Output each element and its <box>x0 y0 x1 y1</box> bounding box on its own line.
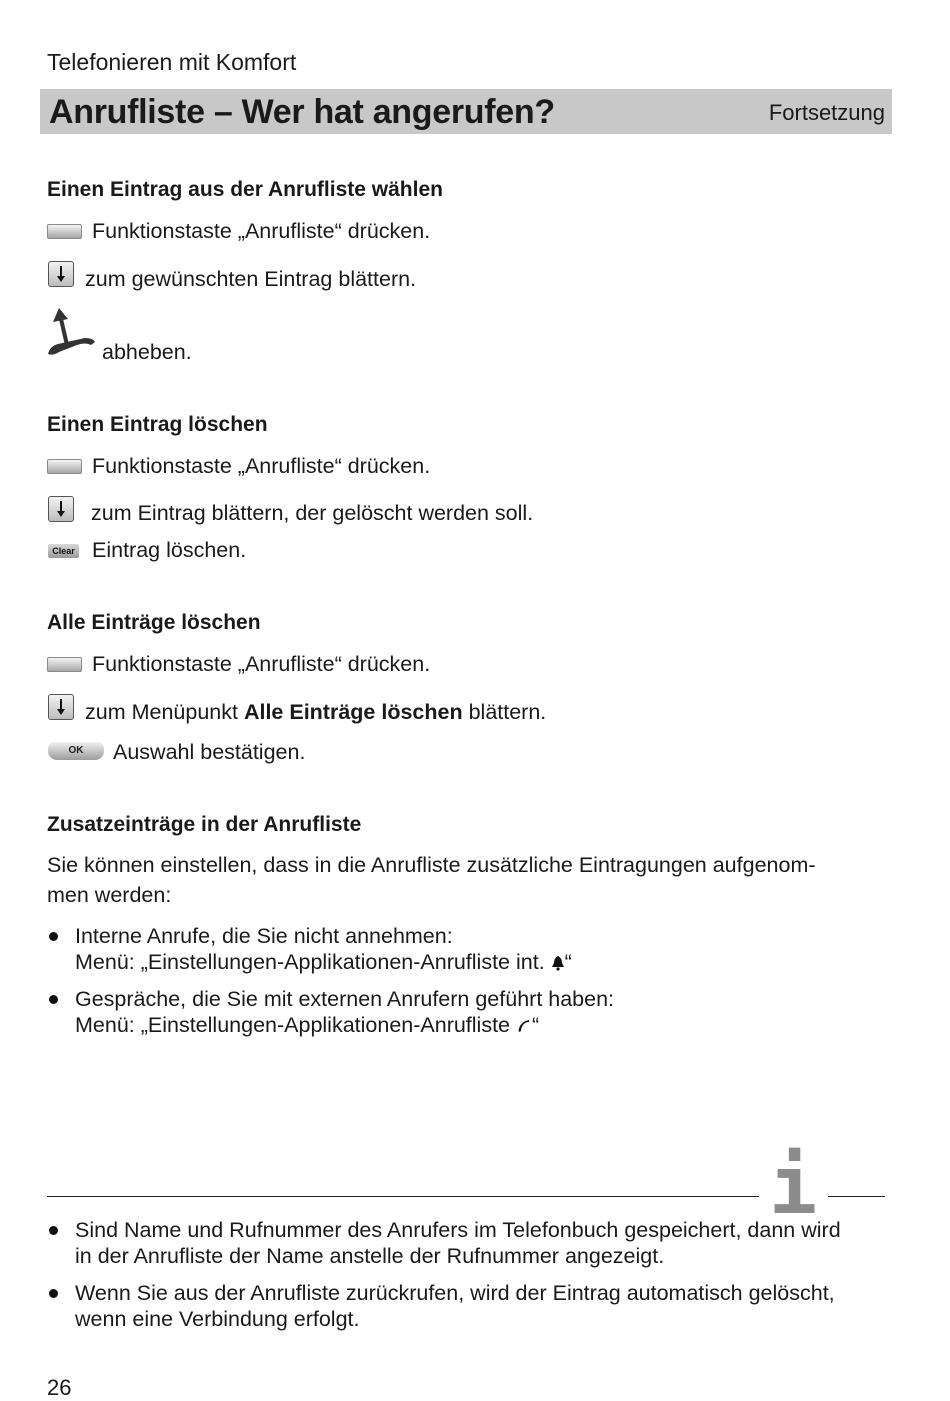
ok-key-icon: OK <box>48 742 104 760</box>
menu-path: Menü: „Einstellungen-Applikationen-Anrufliste int. <box>75 950 545 974</box>
arrow-down-key-icon <box>48 261 74 287</box>
bullet-text <box>75 950 572 975</box>
page-number: 26 <box>47 1375 72 1400</box>
bullet <box>49 1226 58 1235</box>
phone-icon <box>516 1018 532 1034</box>
info-text: in der Anrufliste der Name anstelle der Rufnummer angezeigt. <box>75 1244 665 1268</box>
bullet-text: Gespräche, die Sie mit externen Anrufern geführt haben: <box>75 987 615 1011</box>
intro-line: Sie können einstellen, dass in die Anrufliste zusätzliche Eintragungen aufgenom- <box>47 853 816 877</box>
bullet-text: Interne Anrufe, die Sie nicht annehmen: <box>75 924 453 948</box>
menu-path: Menü: „Einstellungen-Applikationen-Anrufliste <box>75 1013 511 1037</box>
info-text: Wenn Sie aus der Anrufliste zurückrufen, wird der Eintrag automatisch gelöscht, <box>75 1281 835 1305</box>
divider-line <box>828 1196 885 1197</box>
info-icon: i <box>769 1139 818 1232</box>
lift-handset-icon <box>45 305 97 360</box>
info-text: Sind Name und Rufnummer des Anrufers im Telefonbuch gespeichert, dann wird <box>75 1218 841 1242</box>
bullet <box>49 932 58 941</box>
function-key-icon <box>47 459 82 474</box>
intro-line: men werden: <box>47 883 172 907</box>
step-text: Funktionstaste „Anrufliste“ drücken. <box>92 652 431 676</box>
step-text: abheben. <box>102 340 192 364</box>
step-text-post: blättern. <box>462 700 547 724</box>
arrow-down-key-icon <box>48 694 74 720</box>
step-text <box>85 700 546 725</box>
info-text: wenn eine Verbindung erfolgt. <box>75 1307 360 1331</box>
arrow-down-key-icon <box>48 496 74 522</box>
continuation-label: Fortsetzung <box>768 100 885 125</box>
bell-icon <box>551 955 565 971</box>
bullet-text <box>75 1013 539 1038</box>
step-text: zum Eintrag blättern, der gelöscht werden soll. <box>91 501 534 525</box>
closing-quote: “ <box>532 1013 540 1037</box>
step-text: Funktionstaste „Anrufliste“ drücken. <box>92 219 431 243</box>
section-heading-select-entry: Einen Eintrag aus der Anrufliste wählen <box>47 178 443 201</box>
divider-line <box>47 1196 759 1197</box>
step-text: Auswahl bestätigen. <box>113 740 306 764</box>
menu-item-name: Alle Einträge löschen <box>243 700 463 724</box>
step-text: Funktionstaste „Anrufliste“ drücken. <box>92 454 431 478</box>
section-heading-delete-all: Alle Einträge löschen <box>47 611 261 634</box>
page-title: Anrufliste – Wer hat angerufen? <box>49 93 555 131</box>
step-text: zum gewünschten Eintrag blättern. <box>85 267 417 291</box>
step-text: Eintrag löschen. <box>92 538 247 562</box>
section-heading-additional-entries: Zusatzeinträge in der Anrufliste <box>47 813 362 836</box>
function-key-icon <box>47 224 82 239</box>
title-bar <box>40 89 892 134</box>
clear-key-icon: Clear <box>48 544 79 558</box>
step-text-pre: zum Menüpunkt <box>85 700 244 724</box>
function-key-icon <box>47 657 82 672</box>
section-heading-delete-entry: Einen Eintrag löschen <box>47 413 268 436</box>
closing-quote: “ <box>564 950 572 974</box>
chapter-title: Telefonieren mit Komfort <box>47 49 297 75</box>
bullet <box>49 1289 58 1298</box>
bullet <box>49 995 58 1004</box>
